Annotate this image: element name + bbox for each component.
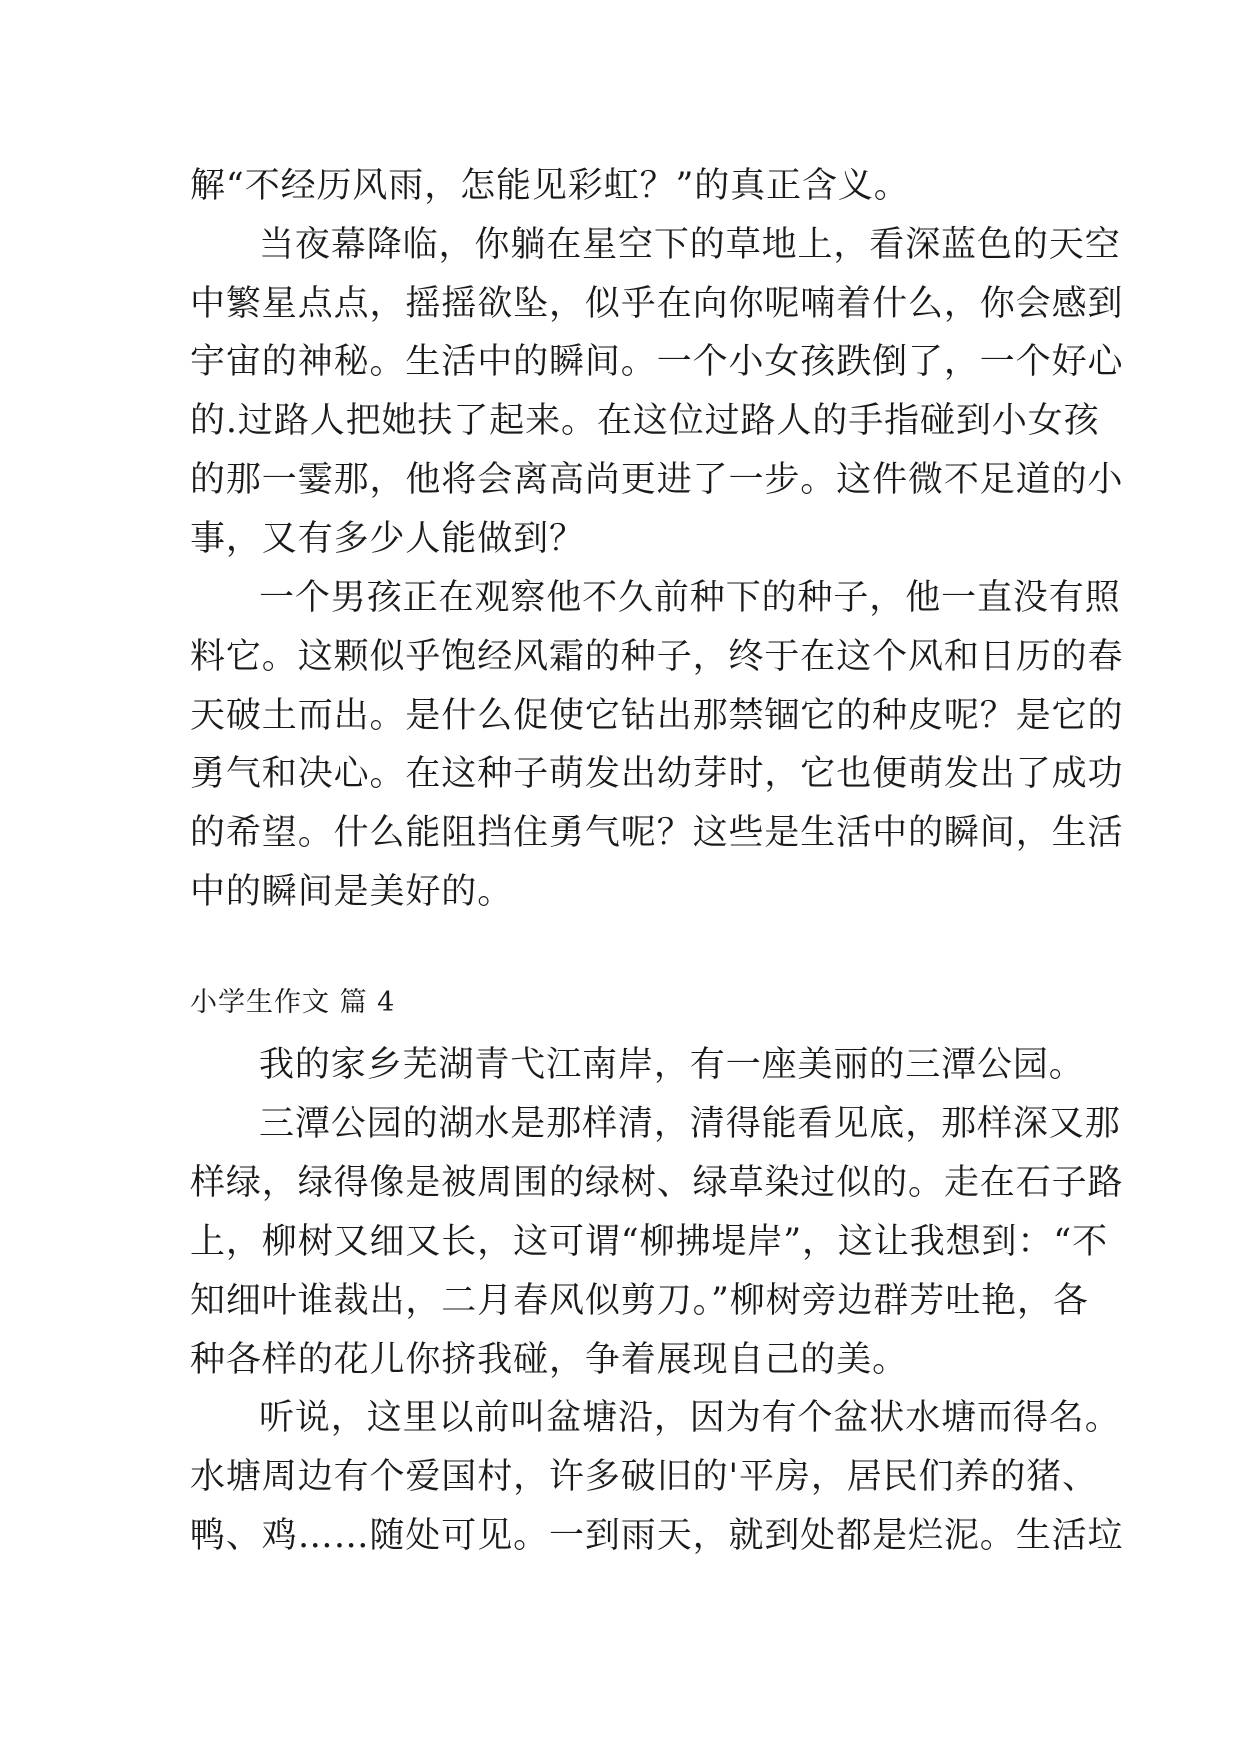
text-line: 鸭、鸡……随处可见。一到雨天，就到处都是烂泥。生活垃: [190, 1516, 1124, 1556]
paragraph-start-line: 三潭公园的湖水是那样清，清得能看见底，那样深又那: [259, 1104, 1121, 1144]
text-line: 知细叶谁裁出，二月春风似剪刀。”柳树旁边群芳吐艳，各: [190, 1281, 1089, 1321]
text-line: 宇宙的神秘。生活中的瞬间。一个小女孩跌倒了，一个好心: [190, 342, 1124, 382]
paragraph-start-line: 我的家乡芜湖青弋江南岸，有一座美丽的三潭公园。: [259, 1045, 1085, 1085]
text-line: 事，又有多少人能做到？: [190, 519, 585, 559]
text-line: 勇气和决心。在这种子萌发出幼芽时，它也便萌发出了成功: [190, 754, 1124, 794]
text-line: 的.过路人把她扶了起来。在这位过路人的手指碰到小女孩: [190, 401, 1100, 441]
text-line: 水塘周边有个爱国村，许多破旧的'平房，居民们养的猪、: [190, 1457, 1099, 1497]
text-line: 解“不经历风雨，怎能见彩虹？”的真正含义。: [190, 166, 910, 206]
paragraph-start-line: 当夜幕降临，你躺在星空下的草地上，看深蓝色的天空: [259, 225, 1121, 265]
paragraph-start-line: 听说，这里以前叫盆塘沿，因为有个盆状水塘而得名。: [259, 1398, 1121, 1438]
text-line: 天破土而出。是什么促使它钻出那禁锢它的种皮呢？是它的: [190, 696, 1124, 736]
text-line: 的希望。什么能阻挡住勇气呢？这些是生活中的瞬间，生活: [190, 813, 1124, 853]
section-heading: 小学生作文 篇 4: [190, 987, 396, 1018]
text-line: 中的瞬间是美好的。: [190, 872, 514, 912]
text-line: 料它。这颗似乎饱经风霜的种子，终于在这个风和日历的春: [190, 637, 1124, 677]
paragraph-start-line: 一个男孩正在观察他不久前种下的种子，他一直没有照: [259, 578, 1121, 618]
text-line: 的那一霎那，他将会离高尚更进了一步。这件微不足道的小: [190, 460, 1124, 500]
text-line: 种各样的花儿你挤我碰，争着展现自己的美。: [190, 1340, 909, 1380]
text-line: 中繁星点点，摇摇欲坠，似乎在向你呢喃着什么，你会感到: [190, 284, 1124, 324]
text-line: 样绿，绿得像是被周围的绿树、绿草染过似的。走在石子路: [190, 1163, 1124, 1203]
text-line: 上，柳树又细又长，这可谓“柳拂堤岸”，这让我想到：“不: [190, 1222, 1108, 1262]
